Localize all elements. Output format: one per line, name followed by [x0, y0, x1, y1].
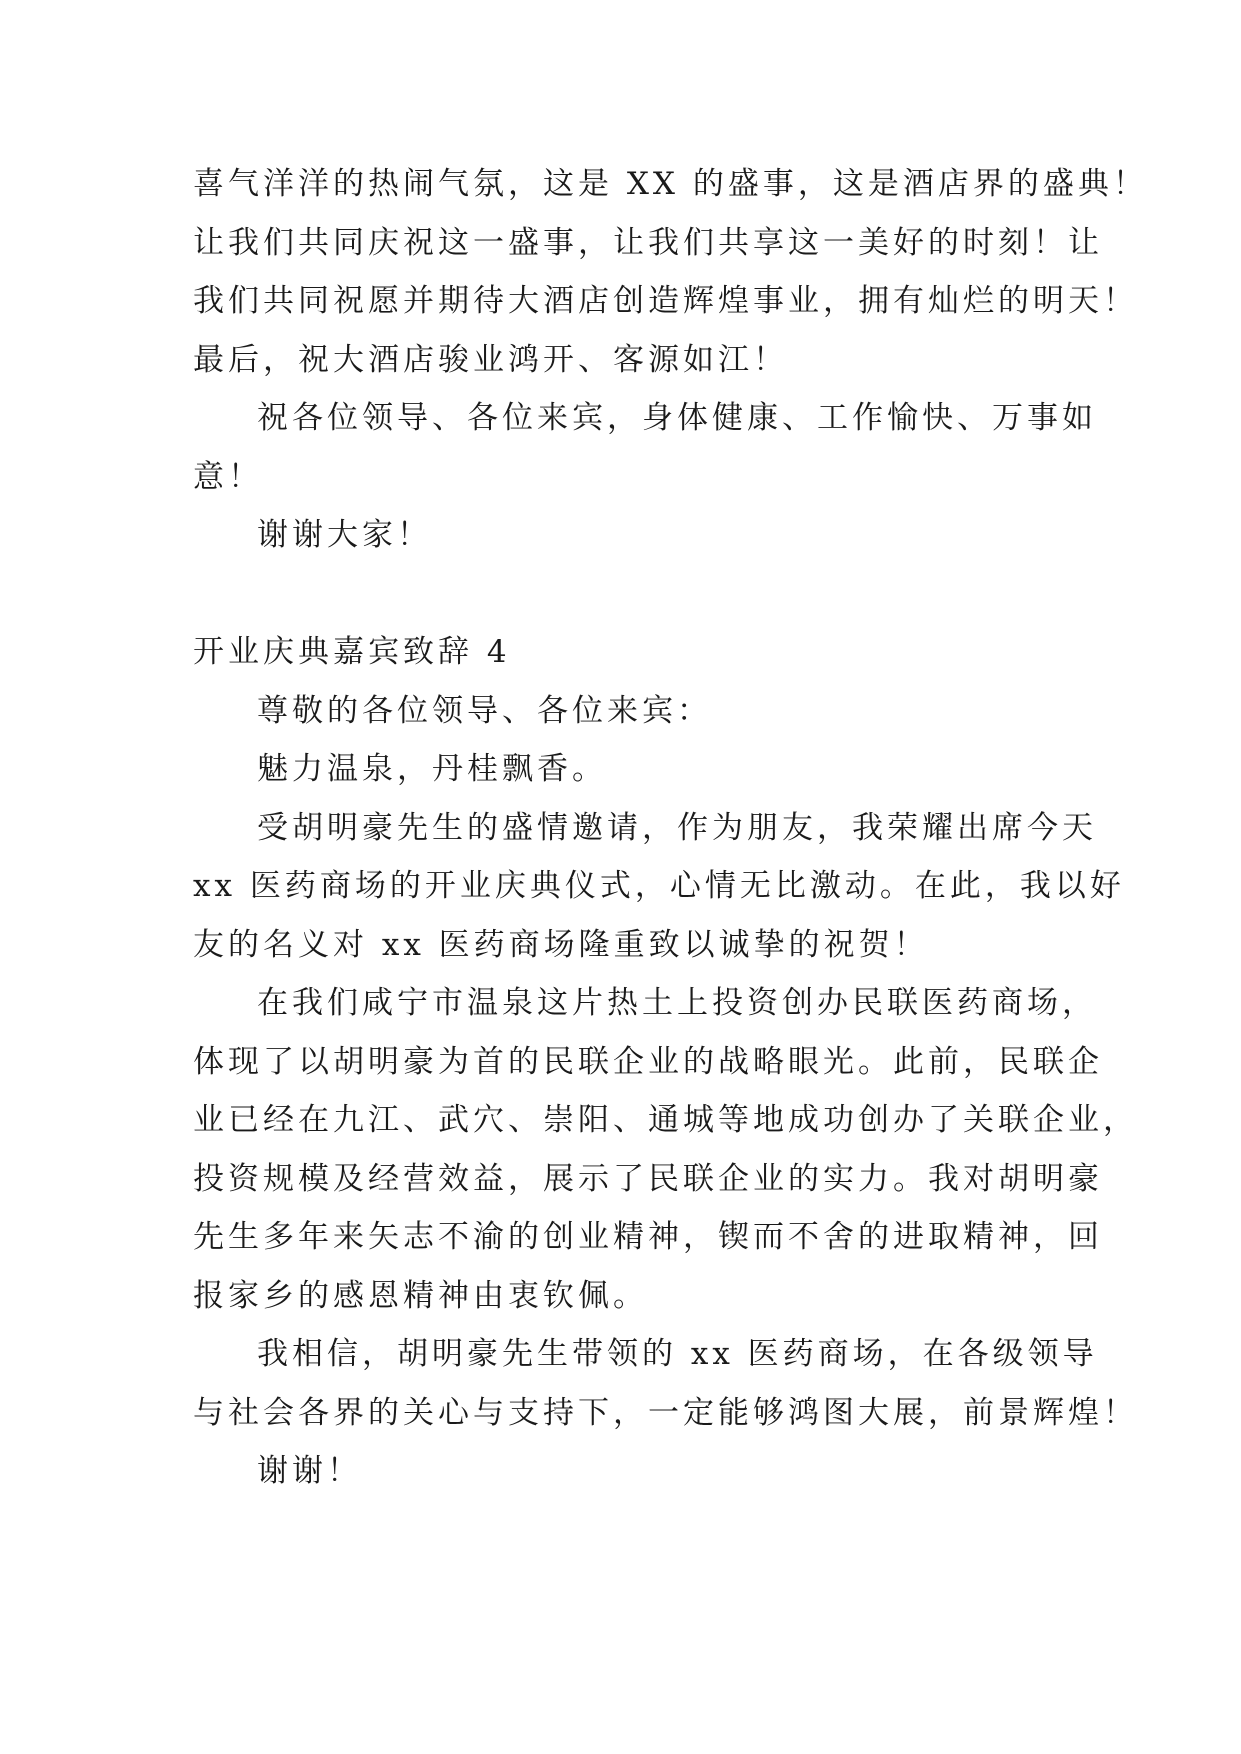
paragraph-line: 投资规模及经营效益，展示了民联企业的实力。我对胡明豪: [193, 1160, 1103, 1197]
closing-thanks: 谢谢大家！: [257, 517, 432, 553]
closing-thanks: 谢谢！: [257, 1453, 362, 1489]
paragraph-line: 祝各位领导、各位来宾，身体健康、工作愉快、万事如: [257, 400, 1097, 436]
paragraph-line: 意！: [193, 458, 263, 495]
paragraph-line: 与社会各界的关心与支持下，一定能够鸿图大展，前景辉煌！: [193, 1394, 1138, 1431]
paragraph-line: 我们共同祝愿并期待大酒店创造辉煌事业，拥有灿烂的明天！: [193, 283, 1138, 319]
paragraph-line: 喜气洋洋的热闹气氛，这是 XX 的盛事，这是酒店界的盛典！: [193, 166, 1148, 202]
paragraph-line: 最后，祝大酒店骏业鸿开、客源如江！: [193, 341, 788, 378]
paragraph-line: 业已经在九江、武穴、崇阳、通城等地成功创办了关联企业，: [193, 1102, 1138, 1138]
paragraph-line: 魅力温泉，丹桂飘香。: [257, 751, 607, 787]
paragraph-line: 报家乡的感恩精神由衷钦佩。: [193, 1277, 648, 1314]
paragraph-line: 先生多年来矢志不渝的创业精神，锲而不舍的进取精神，回: [193, 1219, 1103, 1255]
paragraph-line: 友的名义对 xx 医药商场隆重致以诚挚的祝贺！: [193, 926, 929, 963]
paragraph-line: 让我们共同庆祝这一盛事，让我们共享这一美好的时刻！让: [193, 224, 1103, 261]
paragraph-line: 我相信，胡明豪先生带领的 xx 医药商场，在各级领导: [257, 1336, 1098, 1372]
document-page: [193, 155, 1148, 1501]
paragraph-line: 在我们咸宁市温泉这片热土上投资创办民联医药商场，: [257, 985, 1097, 1021]
paragraph-line: 受胡明豪先生的盛情邀请，作为朋友，我荣耀出席今天: [257, 809, 1097, 846]
section-title: 开业庆典嘉宾致辞 4: [193, 634, 511, 670]
paragraph-line: 体现了以胡明豪为首的民联企业的战略眼光。此前，民联企: [193, 1043, 1103, 1080]
paragraph-line: xx 医药商场的开业庆典仪式，心情无比激动。在此，我以好: [193, 868, 1125, 904]
salutation: 尊敬的各位领导、各位来宾：: [257, 692, 712, 729]
section-gap: [193, 565, 1055, 624]
